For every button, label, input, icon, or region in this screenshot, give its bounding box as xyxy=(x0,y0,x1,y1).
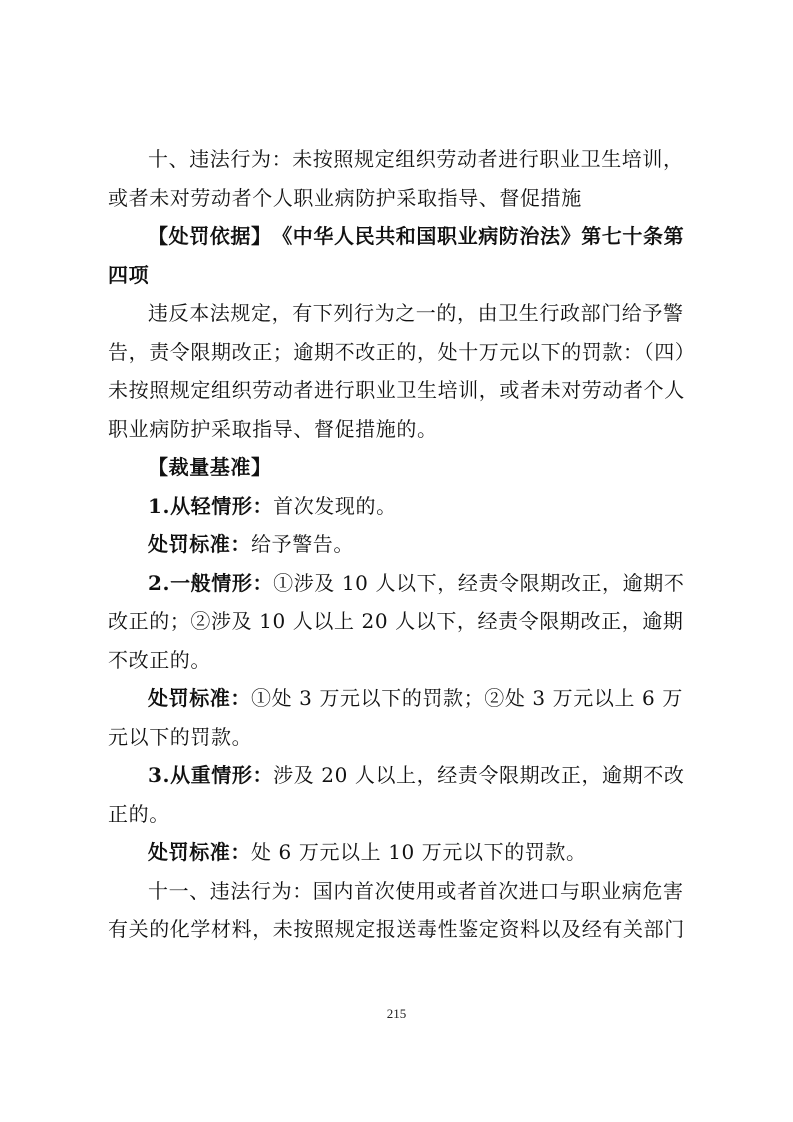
penalty-basis-heading xyxy=(108,217,693,294)
severe-case-paragraph xyxy=(108,756,693,833)
violation-10-paragraph xyxy=(108,140,693,217)
page-number: 215 xyxy=(386,1006,407,1021)
penalty-basis-text: 【处罚依据】 《中华人民共和国职业病防治法》第七十条第四项 xyxy=(108,224,685,287)
lenient-penalty-paragraph xyxy=(108,525,693,564)
general-penalty-paragraph xyxy=(108,679,693,756)
lenient-case-text: 首次发现的。 xyxy=(273,493,397,518)
discretion-standard-heading xyxy=(108,448,693,487)
violation-10-text: 十、违法行为：未按照规定组织劳动者进行职业卫生培训，或者未对劳动者个人职业病防护采取指导、督促措施 xyxy=(108,147,684,210)
lenient-penalty-label: 处罚标准： xyxy=(148,532,251,556)
lenient-case-label: 1.从轻情形： xyxy=(148,493,274,518)
severe-case-text: 涉及 20 人以上，经责令限期改正，逾期不改正的。 xyxy=(108,763,685,826)
law-article-paragraph xyxy=(108,294,693,448)
general-case-paragraph xyxy=(108,564,693,680)
general-penalty-text: ①处 3 万元以下的罚款；②处 3 万元以上 6 万元以下的罚款。 xyxy=(108,686,683,749)
document-body xyxy=(108,140,693,949)
discretion-standard-text: 【裁量基准】 xyxy=(148,455,272,479)
violation-11-paragraph xyxy=(108,872,693,949)
general-penalty-label: 处罚标准： xyxy=(148,686,251,710)
severe-penalty-text: 处 6 万元以上 10 万元以下的罚款。 xyxy=(251,840,587,864)
violation-11-text: 十一、违法行为：国内首次使用或者首次进口与职业病危害有关的化学材料，未按照规定报送毒性鉴定资料以及经有关部门 xyxy=(108,878,685,941)
general-case-text: ①涉及 10 人以下，经责令限期改正，逾期不改正的；②涉及 10 人以上 20 人以下，经责令限期改正，逾期不改正的。 xyxy=(108,570,685,672)
lenient-case-paragraph xyxy=(108,487,693,526)
severe-penalty-label: 处罚标准： xyxy=(148,840,251,864)
law-article-text: 违反本法规定，有下列行为之一的，由卫生行政部门给予警告，责令限期改正；逾期不改正的，处十万元以下的罚款：（四）未按照规定组织劳动者进行职业卫生培训，或者未对劳动者个人职业病防护采取指导、督促措施的。 xyxy=(108,301,686,441)
severe-case-label: 3.从重情形： xyxy=(148,763,274,787)
severe-penalty-paragraph xyxy=(108,833,693,872)
lenient-penalty-text: 给予警告。 xyxy=(251,532,354,556)
general-case-label: 2.一般情形： xyxy=(148,570,274,595)
